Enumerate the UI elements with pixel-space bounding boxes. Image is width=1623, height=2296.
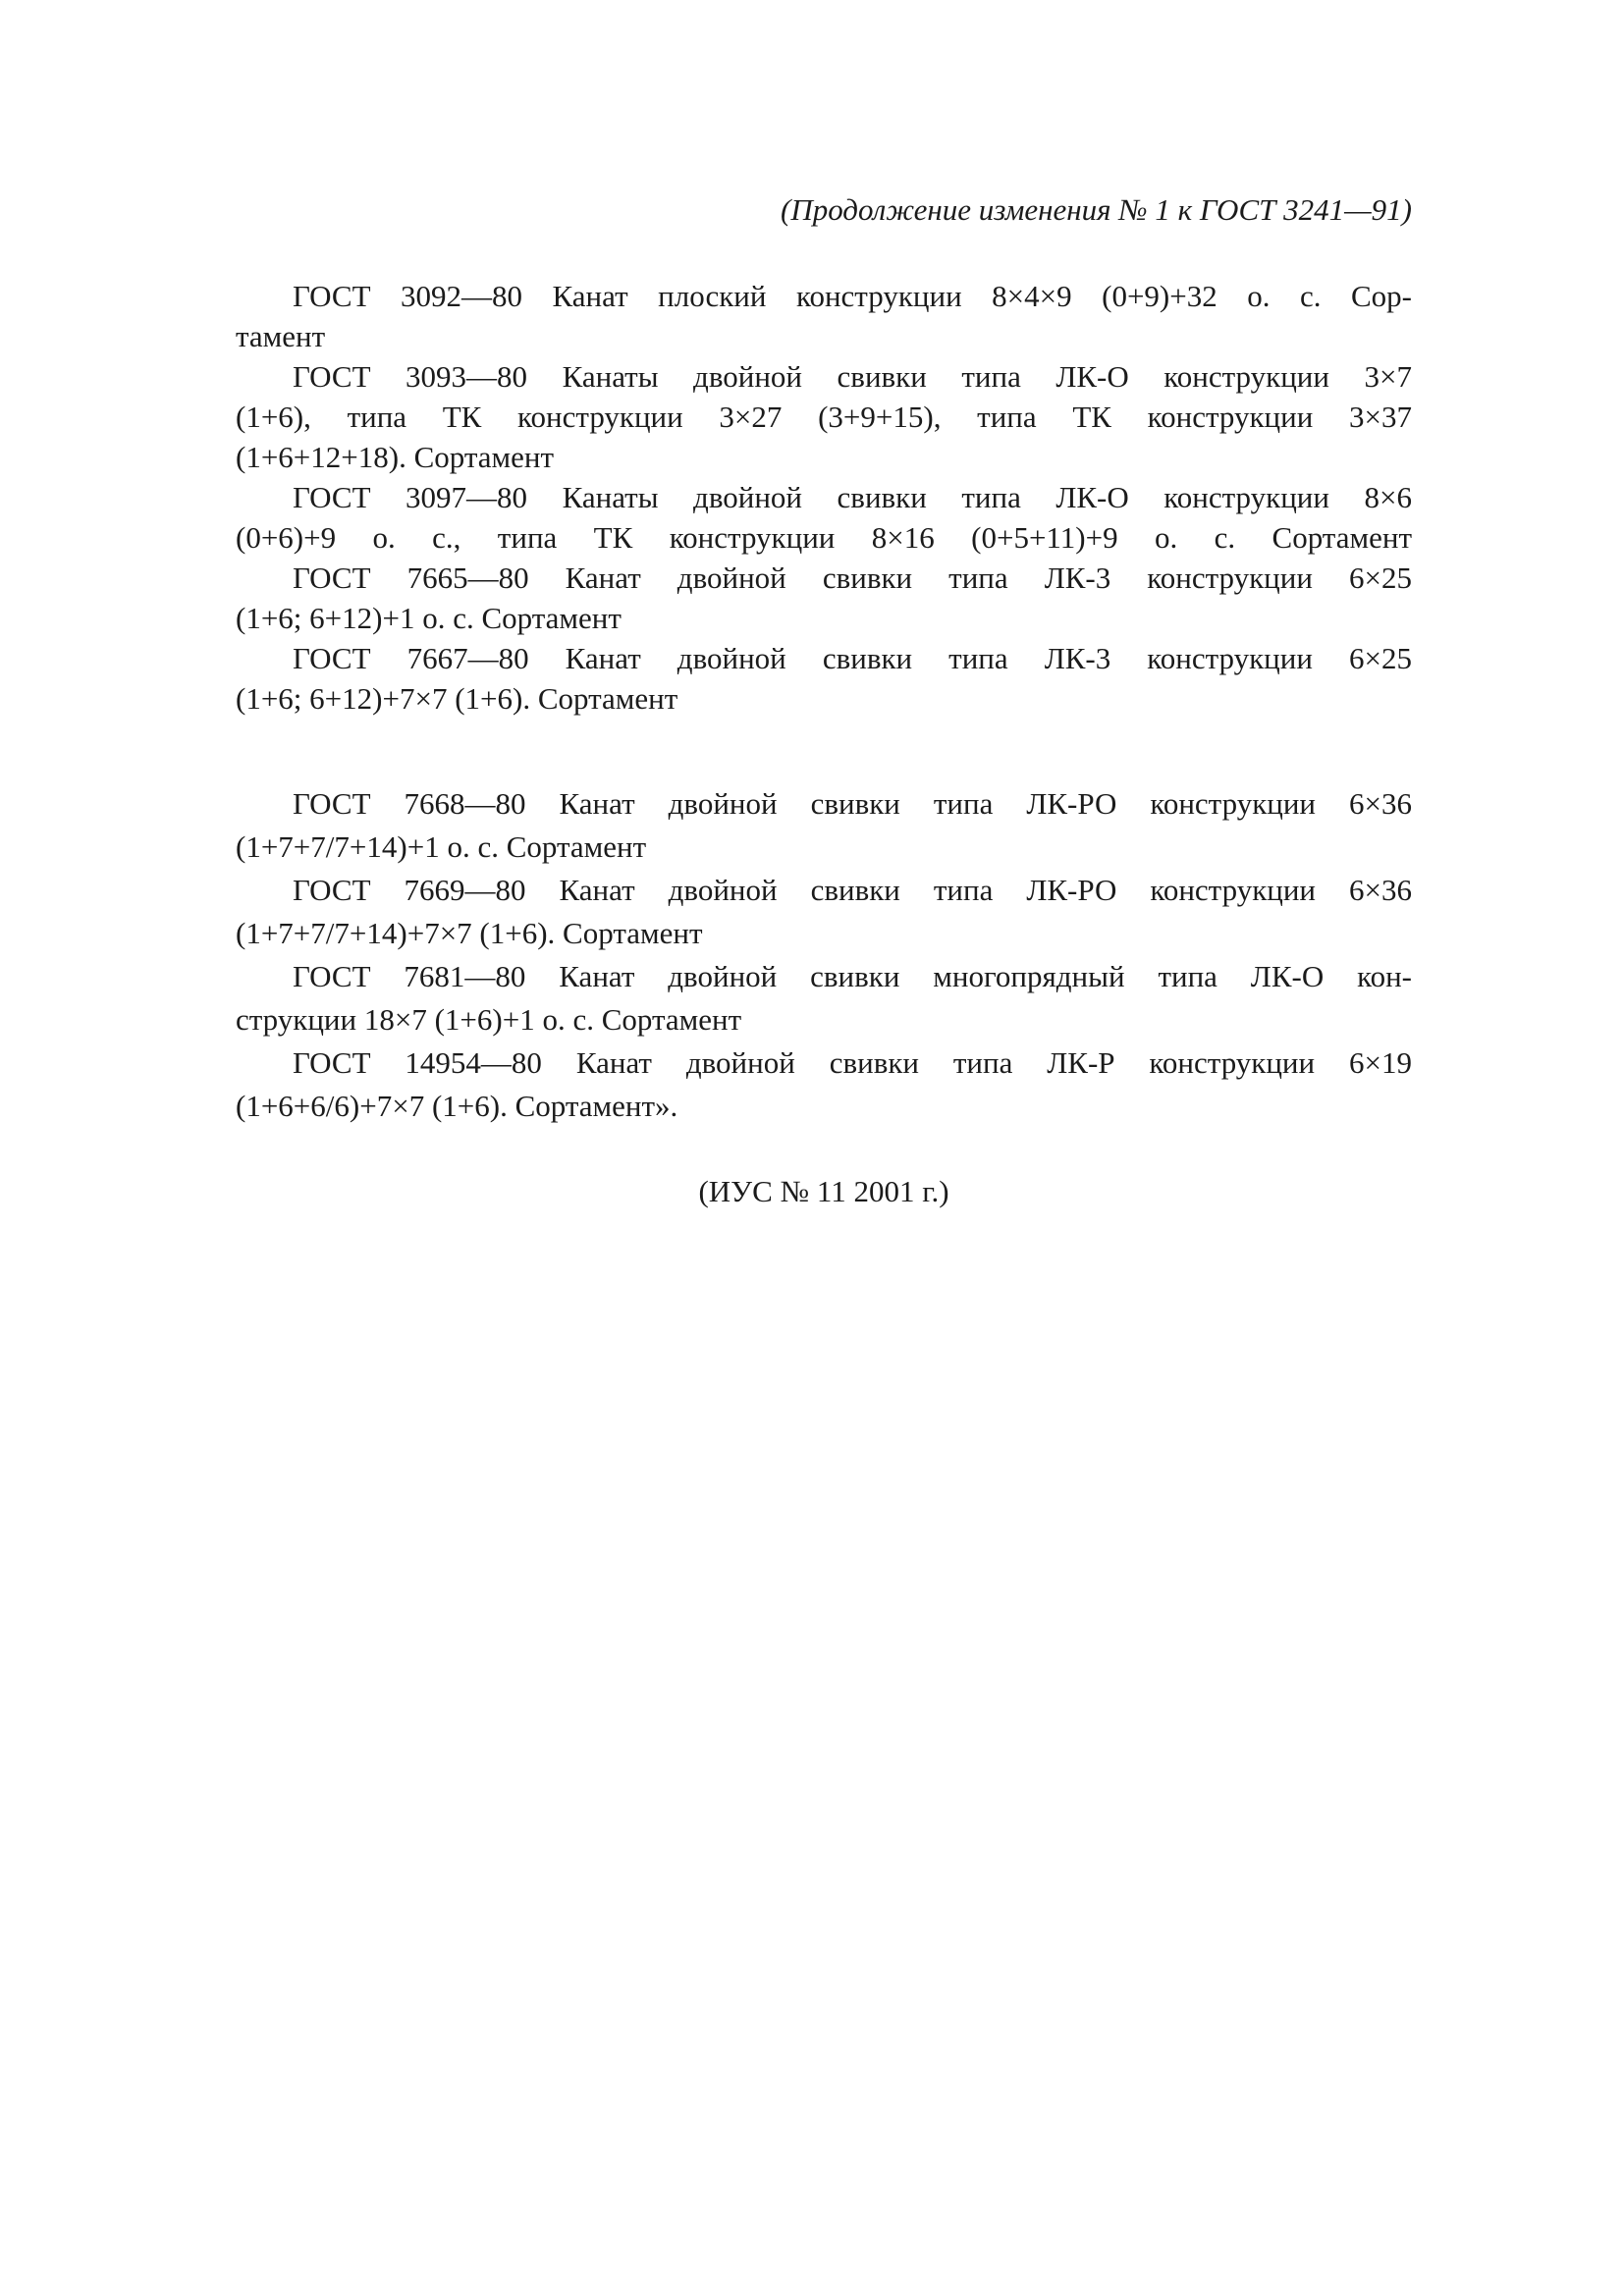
standards-block-1 bbox=[236, 276, 1412, 719]
para-gost-7665-line-2: (1+6; 6+12)+1 о. с. Сортамент bbox=[236, 601, 622, 635]
para-gost-7667-line-1: ГОСТ 7667—80 Канат двойной свивки типа ЛК-3 конструкции 6×25 bbox=[293, 641, 1412, 675]
para-gost-3093-line-3: (1+6+12+18). Сортамент bbox=[236, 440, 555, 474]
para-gost-7667-line-2: (1+6; 6+12)+7×7 (1+6). Сортамент bbox=[236, 681, 678, 716]
para-gost-14954-line-1: ГОСТ 14954—80 Канат двойной свивки типа ЛК-Р конструкции 6×19 bbox=[293, 1045, 1412, 1080]
para-gost-3092-line-1: ГОСТ 3092—80 Канат плоский конструкции 8×4×9 (0+9)+32 о. с. Сор- bbox=[293, 279, 1412, 313]
para-gost-7665-line-1: ГОСТ 7665—80 Канат двойной свивки типа ЛК-3 конструкции 6×25 bbox=[293, 561, 1412, 595]
para-gost-7681-line-2: струкции 18×7 (1+6)+1 о. с. Сортамент bbox=[236, 1002, 742, 1037]
para-gost-7669-line-2: (1+7+7/7+14)+7×7 (1+6). Сортамент bbox=[236, 916, 703, 950]
issue-note: (ИУС № 11 2001 г.) bbox=[698, 1174, 949, 1208]
para-gost-7669-line-1: ГОСТ 7669—80 Канат двойной свивки типа ЛК-РО конструкции 6×36 bbox=[293, 873, 1412, 907]
para-gost-3092-line-2: тамент bbox=[236, 319, 326, 353]
para-gost-3097-line-1: ГОСТ 3097—80 Канаты двойной свивки типа ЛК-О конструкции 8×6 bbox=[293, 480, 1412, 514]
para-gost-3093-line-1: ГОСТ 3093—80 Канаты двойной свивки типа ЛК-О конструкции 3×7 bbox=[293, 359, 1412, 394]
para-gost-3093-line-2: (1+6), типа ТК конструкции 3×27 (3+9+15), типа ТК конструкции 3×37 bbox=[236, 400, 1412, 434]
para-gost-7681-line-1: ГОСТ 7681—80 Канат двойной свивки многопрядный типа ЛК-О кон- bbox=[293, 959, 1412, 993]
standards-block-2 bbox=[236, 782, 1412, 1128]
para-gost-14954-line-2: (1+6+6/6)+7×7 (1+6). Сортамент». bbox=[236, 1089, 678, 1123]
para-gost-7668-line-2: (1+7+7/7+14)+1 о. с. Сортамент bbox=[236, 829, 647, 864]
para-gost-7668-line-1: ГОСТ 7668—80 Канат двойной свивки типа ЛК-РО конструкции 6×36 bbox=[293, 786, 1412, 821]
para-gost-3097-line-2: (0+6)+9 о. с., типа ТК конструкции 8×16 (0+5+11)+9 о. с. Сортамент bbox=[236, 520, 1412, 555]
running-head: (Продолжение изменения № 1 к ГОСТ 3241—91) bbox=[781, 192, 1412, 227]
